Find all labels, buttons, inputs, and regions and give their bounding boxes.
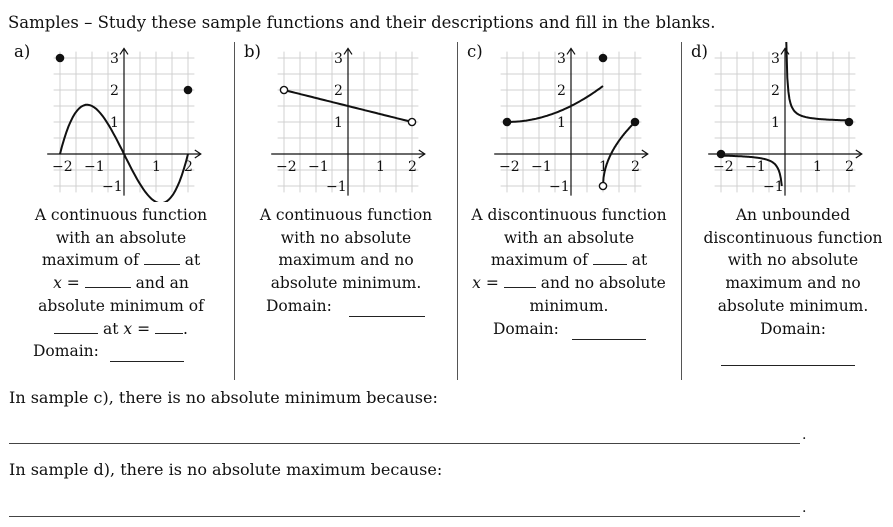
answer-line-c[interactable] — [9, 443, 800, 444]
tick-label-x: −1 — [308, 159, 329, 175]
panel-label: d) — [691, 42, 708, 61]
tick-label-y: 2 — [334, 83, 343, 99]
endpoint-closed — [56, 54, 63, 61]
tick-label-x: 2 — [631, 159, 640, 175]
panel-b — [240, 42, 460, 382]
graph-c — [463, 42, 683, 202]
panel-a — [10, 42, 230, 382]
description-d — [693, 204, 893, 366]
end-mark: . — [802, 500, 807, 516]
tick-label-y: 1 — [771, 115, 780, 131]
graph-b — [240, 42, 460, 202]
tick-label-x: 1 — [599, 159, 608, 175]
tick-label-x: 2 — [845, 159, 854, 175]
tick-label-x: 2 — [184, 159, 193, 175]
endpoint-open — [599, 182, 606, 189]
domain-line: Domain: — [469, 318, 669, 341]
desc-line: with no absolute — [280, 228, 412, 247]
description-b — [246, 204, 446, 318]
tick-label-y: 2 — [557, 83, 566, 99]
tick-label-x: −2 — [276, 159, 297, 175]
desc-line: with an absolute — [55, 228, 187, 247]
desc-line: An unbounded — [735, 206, 851, 224]
tick-label-y: 3 — [771, 51, 780, 67]
question-d: In sample d), there is no absolute maximum because: — [9, 460, 443, 479]
max-value-blank[interactable] — [144, 250, 180, 265]
desc-line: maximum and no — [278, 251, 414, 270]
endpoint-open — [280, 86, 287, 93]
column-divider — [681, 42, 682, 380]
desc-line: x = and an — [53, 274, 189, 293]
tick-label-x: −2 — [713, 159, 734, 175]
min-x-blank[interactable] — [155, 319, 183, 334]
tick-label-y: 3 — [334, 51, 343, 67]
column-divider — [457, 42, 458, 380]
domain-line: Domain: — [246, 295, 446, 318]
tick-label-y: 2 — [110, 83, 119, 99]
desc-line: A discontinuous function — [471, 206, 667, 224]
desc-line: discontinuous function — [703, 228, 883, 247]
max-x-blank[interactable] — [85, 273, 131, 288]
tick-label-y: 1 — [110, 115, 119, 131]
tick-label-y: 1 — [334, 115, 343, 131]
panel-label: b) — [244, 42, 261, 61]
min-value-blank[interactable] — [54, 319, 98, 334]
tick-label-y: −1 — [102, 179, 123, 195]
domain-blank[interactable] — [572, 325, 646, 340]
column-divider — [234, 42, 235, 380]
max-value-blank[interactable] — [593, 250, 627, 265]
panel-label: c) — [467, 42, 483, 61]
domain-line: Domain: — [760, 319, 826, 338]
domain-line: Domain: — [21, 340, 221, 363]
endpoint-closed — [845, 118, 852, 125]
desc-line: minimum. — [529, 296, 609, 315]
answer-line-d[interactable] — [9, 516, 800, 517]
desc-line: maximum and no — [725, 274, 861, 293]
tick-label-x: −1 — [531, 159, 552, 175]
max-x-blank[interactable] — [504, 273, 536, 288]
tick-label-y: 3 — [110, 51, 119, 67]
tick-label-x: −1 — [745, 159, 766, 175]
domain-blank[interactable] — [110, 347, 184, 362]
panel-d — [687, 42, 893, 382]
tick-label-y: −1 — [763, 179, 784, 195]
desc-line: with no absolute — [727, 251, 859, 270]
desc-line: absolute minimum. — [270, 274, 422, 293]
endpoint-closed — [717, 150, 724, 157]
tick-label-x: −2 — [499, 159, 520, 175]
function-curve — [786, 42, 849, 120]
instructions-text: Samples – Study these sample functions and their descriptions and fill in the blanks. — [8, 13, 716, 32]
panel-label: a) — [14, 42, 31, 61]
domain-blank[interactable] — [721, 351, 855, 366]
endpoint-closed — [503, 118, 510, 125]
desc-line: at x = . — [21, 318, 221, 341]
description-a — [21, 204, 221, 363]
tick-label-x: 1 — [813, 159, 822, 175]
graph-a — [10, 42, 230, 202]
tick-label-y: 2 — [771, 83, 780, 99]
tick-label-x: 1 — [152, 159, 161, 175]
desc-line: x = and no absolute — [472, 274, 666, 293]
domain-blank-line — [693, 340, 893, 366]
end-mark: . — [802, 427, 807, 443]
desc-line: A continuous function — [259, 206, 433, 224]
tick-label-y: 1 — [557, 115, 566, 131]
tick-label-x: 1 — [376, 159, 385, 175]
tick-label-x: −1 — [84, 159, 105, 175]
desc-line: absolute minimum of — [38, 296, 204, 315]
endpoint-closed — [184, 86, 191, 93]
graph-d — [687, 42, 893, 202]
desc-line: with an absolute — [503, 228, 635, 247]
tick-label-x: 2 — [408, 159, 417, 175]
desc-line: A continuous function — [34, 206, 208, 224]
tick-label-y: −1 — [326, 179, 347, 195]
domain-blank[interactable] — [349, 302, 425, 317]
tick-label-x: −2 — [52, 159, 73, 175]
panel-c — [463, 42, 683, 382]
endpoint-open — [408, 118, 415, 125]
desc-line: absolute minimum. — [717, 296, 869, 315]
description-c — [469, 204, 669, 340]
tick-label-y: −1 — [549, 179, 570, 195]
question-c: In sample c), there is no absolute minimum because: — [9, 388, 438, 407]
endpoint-closed — [599, 54, 606, 61]
desc-line: maximum of at — [41, 251, 201, 270]
tick-label-y: 3 — [557, 51, 566, 67]
desc-line: maximum of at — [490, 251, 648, 270]
endpoint-closed — [631, 118, 638, 125]
